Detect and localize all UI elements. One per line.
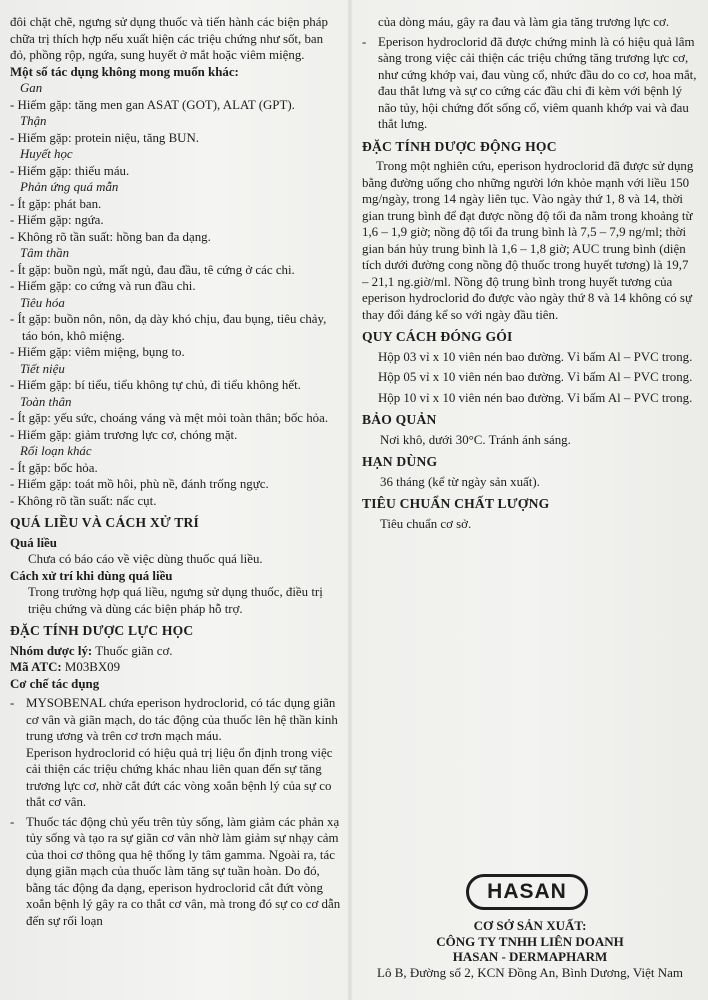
quality-text: Tiêu chuẩn cơ sở. — [380, 516, 472, 531]
side-effect-item: - Hiếm gặp: viêm miệng, bụng to. — [10, 344, 342, 361]
expiry-text: 36 tháng (kể từ ngày sản xuất). — [380, 474, 540, 489]
manufacturer-brand: HASAN - DERMAPHARM — [452, 949, 608, 964]
side-effect-group-heading: Tâm thần — [20, 246, 70, 260]
left-column — [10, 14, 342, 929]
manufacturer-address: Lô B, Đường số 2, KCN Đồng An, Bình Dương, Việt Nam — [377, 964, 683, 980]
packaging-list — [362, 349, 698, 407]
side-effect-item: - Hiếm gặp: tăng men gan ASAT (GOT), ALAT (GPT). — [10, 97, 342, 114]
manufacturer-block — [362, 918, 698, 980]
packaging-item: Hộp 03 vỉ x 10 viên nén bao đường. Vỉ bấm Al – PVC trong. — [378, 349, 693, 364]
intro-text: đôi chặt chẽ, ngưng sử dụng thuốc và tiến hành các biện pháp chữa trị thích hợp nếu xuất hiện các triệu chứng như sốt, ban đỏ, phồng rộp, ngứa, sung huyết ở mắt hoặc viêm miệng. — [10, 15, 328, 62]
mechanism-paragraph-2: - Thuốc tác động chủ yếu trên tủy sống, làm giảm các phản xạ tủy sống và tạo ra sự giãn cơ vân nhờ làm giảm sự nhạy cảm của thoi cơ thông qua hệ thống ly tâm gamma. Ngoài ra, tác dụng giãn mạch của thuốc làm tăng sự tuần hoàn. Do đó, bằng tác động đa dạng, eperison hydroclorid cắt đứt vòng xoắn bệnh lý gây ra co thắt cơ vân, mà trong đó sự co cơ dẫn đến sự rối loạn — [10, 814, 342, 930]
manufacturer-company: CÔNG TY TNHH LIÊN DOANH — [436, 933, 624, 949]
atc-value: M03BX09 — [64, 660, 121, 674]
side-effect-item: - Hiếm gặp: bí tiểu, tiểu không tự chủ, đi tiểu không hết. — [10, 377, 342, 394]
fold-line — [347, 0, 353, 1000]
packaging-item: Hộp 05 vỉ x 10 viên nén bao đường. Vỉ bấm Al – PVC trong. — [378, 370, 693, 384]
side-effect-item: - Ít gặp: buồn nôn, nôn, dạ dày khó chịu, đau bụng, tiêu chảy, táo bón, khô miệng. — [10, 311, 342, 344]
treatment-subtitle: Cách xử trí khi dùng quá liều — [10, 568, 173, 583]
drug-group-line — [10, 643, 342, 660]
side-effect-group-heading: Gan — [20, 81, 43, 95]
drug-group-label: Nhóm dược lý: — [10, 643, 93, 658]
side-effect-item: - Hiếm gặp: co cứng và run đầu chi. — [10, 278, 342, 295]
overdose-title: QUÁ LIỀU VÀ CÁCH XỬ TRÍ — [10, 515, 200, 530]
packaging-item: Hộp 10 vỉ x 10 viên nén bao đường. Vỉ bấm Al – PVC trong. — [378, 390, 693, 405]
pharmacokinetics-title: ĐẶC TÍNH DƯỢC ĐỘNG HỌC — [362, 138, 557, 154]
side-effect-item: - Ít gặp: yếu sức, choáng váng và mệt mỏi toàn thân; bốc hỏa. — [10, 410, 342, 427]
mechanism-paragraph-3: - Eperison hydroclorid đã được chứng minh là có hiệu quả lâm sàng trong việc cải thiện các triệu chứng tăng trương lực cơ, như cứng khớp vai, đau vùng cổ, nhức đầu do co cơ, hoa mắt, đau thắt lưng và sự co cứng các đầu chi đi kèm với bệnh lý não tủy, hội chứng đốt sống cổ, viêm quanh khớp vai và đau thắt lưng. — [362, 34, 698, 133]
side-effect-item: - Hiếm gặp: toát mồ hôi, phù nề, đánh trống ngực. — [10, 476, 342, 493]
overdose-subtitle: Quá liều — [10, 535, 57, 550]
storage-title: BẢO QUẢN — [362, 412, 437, 427]
side-effect-item: - Hiếm gặp: protein niệu, tăng BUN. — [10, 130, 342, 147]
side-effect-group-heading: Tiêu hóa — [20, 295, 65, 310]
side-effect-group-heading: Toàn thân — [20, 394, 72, 409]
side-effects-list — [10, 80, 342, 509]
atc-label: Mã ATC: — [10, 660, 62, 674]
side-effect-item: - Hiếm gặp: ngứa. — [10, 212, 342, 229]
manufacturer-label: CƠ SỞ SẢN XUẤT: — [473, 918, 587, 933]
mechanism-text-1b: Eperison hydroclorid có hiệu quả trị liệu ổn định trong việc cải thiện các triệu chứng khác nhau liên quan đến sự tăng trương lực cơ, nhờ cắt đứt các vòng xoắn bệnh lý của sự co thắt cơ vân. — [26, 745, 333, 809]
side-effect-item: - Hiếm gặp: thiếu máu. — [10, 163, 342, 180]
overdose-text: Chưa có báo cáo về việc dùng thuốc quá liều. — [28, 552, 263, 566]
side-effect-item: - Ít gặp: buồn ngủ, mất ngủ, đau đầu, tê cứng ở các chi. — [10, 262, 342, 279]
treatment-text: Trong trường hợp quá liều, ngưng sử dụng thuốc, điều trị triệu chứng và dùng các biện pháp hỗ trợ. — [28, 585, 323, 616]
hasan-logo-text: HASAN — [466, 874, 588, 910]
side-effect-item: - Không rõ tần suất: hồng ban đa dạng. — [10, 229, 342, 246]
side-effect-group-heading: Huyết học — [20, 147, 73, 161]
quality-title: TIÊU CHUẨN CHẤT LƯỢNG — [362, 496, 550, 511]
mechanism-paragraph-1 — [10, 695, 342, 811]
pharmacokinetics-text: Trong một nghiên cứu, eperison hydroclorid đã được sử dụng bằng đường uống cho những người lớn khỏe mạnh với liều 150 mg/ngày, trong 14 ngày liên tục. Vào ngày thứ 1, 8 và 14, thời gian trung bình để đạt được nồng độ tối đa nằm trong khoảng từ 1,6 – 1,9 giờ; nồng độ tối đa trung bình là 7,5 – 7,9 ng/ml; thời gian bán hủy trung bình là 1,6 – 1,8 giờ; AUC trung bình (diện tích dưới đường cong nồng độ thuốc trong huyết tương) là 19,7 – 21,1 ng.giờ/ml. Nồng độ trung bình trong huyết tương của eperison hydroclorid đo được vào ngày thứ 8 và 14 không có sự thay đổi đáng kể so với ngày đầu tiên. — [362, 159, 694, 322]
side-effect-item: - Không rõ tần suất: nấc cụt. — [10, 493, 342, 510]
side-effects-title: Một số tác dụng không mong muốn khác: — [10, 64, 239, 79]
drug-group-value: Thuốc giãn cơ. — [95, 643, 173, 658]
side-effect-item: - Ít gặp: phát ban. — [10, 196, 342, 213]
expiry-title: HẠN DÙNG — [362, 454, 438, 469]
packaging-title: QUY CÁCH ĐÓNG GÓI — [362, 329, 513, 344]
side-effect-group-heading: Rối loạn khác — [20, 444, 92, 458]
mechanism-title: Cơ chế tác dụng — [10, 676, 100, 691]
storage-text: Nơi khô, dưới 30°C. Tránh ánh sáng. — [380, 432, 571, 447]
side-effect-group-heading: Phản ứng quá mẫn — [20, 180, 119, 194]
side-effect-group-heading: Tiết niệu — [20, 361, 65, 376]
right-column — [362, 14, 698, 532]
mechanism-text-1a: MYSOBENAL chứa eperison hydroclorid, có tác dụng giãn cơ vân và giãn mạch, do tác động của thuốc lên hệ thần kinh trung ương và trên cơ trơn mạch máu. — [26, 696, 338, 743]
pharmacodynamics-title: ĐẶC TÍNH DƯỢC LỰC HỌC — [10, 623, 194, 638]
side-effect-item: - Ít gặp: bốc hỏa. — [10, 460, 342, 477]
side-effect-item: - Hiếm gặp: giảm trương lực cơ, chóng mặt. — [10, 427, 342, 444]
mechanism-continued: của dòng máu, gây ra đau và làm gia tăng trương lực cơ. — [378, 15, 670, 29]
hasan-logo — [466, 874, 588, 914]
atc-line — [10, 659, 342, 676]
side-effect-group-heading: Thận — [20, 114, 47, 128]
